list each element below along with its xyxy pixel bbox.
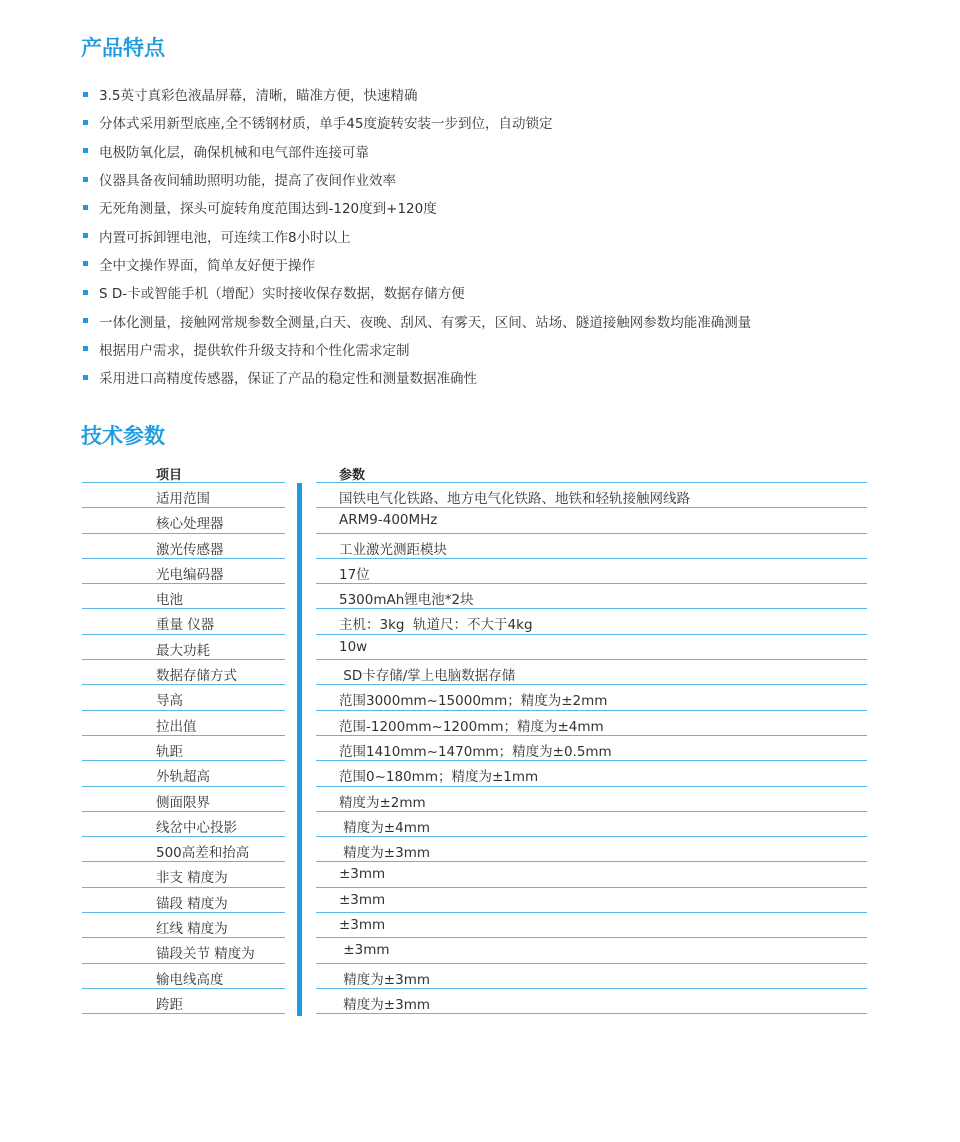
square-bullet-icon xyxy=(83,120,88,125)
feature-text: S D-卡或智能手机（增配）实时接收保存数据，数据存储方便 xyxy=(99,286,465,303)
specs-title: 技术参数 xyxy=(81,424,165,448)
square-bullet-icon xyxy=(83,205,88,210)
feature-item xyxy=(83,278,751,306)
feature-text: 采用进口高精度传感器，保证了产品的稳定性和测量数据准确性 xyxy=(99,371,477,388)
row-param: 17位 xyxy=(339,566,370,583)
feature-item xyxy=(83,137,751,165)
row-param: 精度为±3mm xyxy=(339,996,430,1013)
row-item: 激光传感器 xyxy=(156,541,224,558)
row-param: 精度为±4mm xyxy=(339,819,430,836)
header-item: 项目 xyxy=(156,468,183,483)
specs-table-header xyxy=(82,461,867,483)
table-row xyxy=(82,736,867,761)
row-item: 光电编码器 xyxy=(156,566,224,583)
table-row xyxy=(82,635,867,660)
row-item: 重量 仪器 xyxy=(156,617,215,634)
feature-text: 一体化测量，接触网常规参数全测量,白天、夜晚、刮风、有雾天，区间、站场、隧道接触网参数均能准确测量 xyxy=(99,314,752,331)
header-param: 参数 xyxy=(339,468,366,483)
feature-text: 根据用户需求，提供软件升级支持和个性化需求定制 xyxy=(99,342,410,359)
row-rule-right xyxy=(316,1013,867,1014)
row-param: ±3mm xyxy=(339,891,386,908)
features-title: 产品特点 xyxy=(81,36,165,60)
square-bullet-icon xyxy=(83,375,88,380)
table-row xyxy=(82,660,867,685)
row-item: 最大功耗 xyxy=(156,642,210,659)
row-param: ARM9-400MHz xyxy=(339,512,438,529)
table-row xyxy=(82,534,867,559)
row-item: 跨距 xyxy=(156,996,183,1013)
table-row xyxy=(82,964,867,989)
row-item: 电池 xyxy=(156,592,183,609)
row-param: 主机：3kg 轨道尺：不大于4kg xyxy=(339,617,533,634)
row-param: 10w xyxy=(339,638,368,655)
table-row xyxy=(82,862,867,887)
feature-item xyxy=(83,306,751,334)
square-bullet-icon xyxy=(83,346,88,351)
square-bullet-icon xyxy=(83,233,88,238)
row-param: ±3mm xyxy=(339,917,386,934)
row-param: 精度为±3mm xyxy=(339,971,430,988)
row-item: 线岔中心投影 xyxy=(156,819,237,836)
feature-item xyxy=(83,108,751,136)
row-param: 范围1410mm~1470mm；精度为±0.5mm xyxy=(339,743,612,760)
feature-item xyxy=(83,165,751,193)
table-row xyxy=(82,787,867,812)
row-param: 范围-1200mm~1200mm；精度为±4mm xyxy=(339,718,604,735)
table-row xyxy=(82,913,867,938)
row-item: 非支 精度为 xyxy=(156,870,228,887)
feature-text: 无死角测量，探头可旋转角度范围达到-120度到+120度 xyxy=(99,201,437,218)
row-param: SD卡存储/掌上电脑数据存储 xyxy=(339,668,516,685)
row-param: ±3mm xyxy=(339,866,386,883)
row-param: 精度为±2mm xyxy=(339,794,426,811)
row-item: 核心处理器 xyxy=(156,516,224,533)
row-item: 轨距 xyxy=(156,743,183,760)
table-row xyxy=(82,711,867,736)
row-item: 红线 精度为 xyxy=(156,921,228,938)
row-item: 锚段 精度为 xyxy=(156,895,228,912)
table-row xyxy=(82,837,867,862)
table-row xyxy=(82,685,867,710)
row-param: 5300mAh锂电池*2块 xyxy=(339,592,474,609)
square-bullet-icon xyxy=(83,290,88,295)
row-item: 侧面限界 xyxy=(156,794,210,811)
row-item: 导高 xyxy=(156,693,183,710)
feature-item xyxy=(83,193,751,221)
row-item: 拉出值 xyxy=(156,718,197,735)
square-bullet-icon xyxy=(83,92,88,97)
table-row xyxy=(82,761,867,786)
row-item: 锚段关节 精度为 xyxy=(156,946,255,963)
row-param: 精度为±3mm xyxy=(339,845,430,862)
table-row xyxy=(82,609,867,634)
row-item: 数据存储方式 xyxy=(156,668,237,685)
table-row xyxy=(82,483,867,508)
feature-text: 电极防氧化层，确保机械和电气部件连接可靠 xyxy=(99,144,369,161)
table-row xyxy=(82,938,867,963)
table-row xyxy=(82,989,867,1014)
row-param: 范围3000mm~15000mm；精度为±2mm xyxy=(339,693,608,710)
feature-text: 内置可拆卸锂电池，可连续工作8小时以上 xyxy=(99,229,351,246)
feature-item xyxy=(83,335,751,363)
row-param: 国铁电气化铁路、地方电气化铁路、地铁和轻轨接触网线路 xyxy=(339,491,690,507)
table-row xyxy=(82,508,867,533)
row-rule-left xyxy=(82,1013,285,1014)
features-list xyxy=(83,80,751,391)
feature-item xyxy=(83,80,751,108)
row-item: 输电线高度 xyxy=(156,971,224,988)
feature-item xyxy=(83,363,751,391)
row-param: 工业激光测距模块 xyxy=(339,541,447,558)
feature-text: 分体式采用新型底座,全不锈钢材质，单手45度旋转安装一步到位，自动锁定 xyxy=(99,116,553,133)
table-row xyxy=(82,888,867,913)
row-item: 外轨超高 xyxy=(156,769,210,786)
feature-text: 全中文操作界面，简单友好便于操作 xyxy=(99,257,315,274)
table-row xyxy=(82,812,867,837)
feature-item xyxy=(83,250,751,278)
row-param: 范围0~180mm；精度为±1mm xyxy=(339,769,539,786)
square-bullet-icon xyxy=(83,261,88,266)
square-bullet-icon xyxy=(83,177,88,182)
square-bullet-icon xyxy=(83,148,88,153)
row-item: 500高差和抬高 xyxy=(156,845,250,862)
feature-text: 3.5英寸真彩色液晶屏幕，清晰，瞄准方便，快速精确 xyxy=(99,88,418,105)
feature-text: 仪器具备夜间辅助照明功能，提高了夜间作业效率 xyxy=(99,173,396,190)
feature-item xyxy=(83,221,751,249)
row-item: 适用范围 xyxy=(156,491,210,507)
table-row xyxy=(82,559,867,584)
specs-table xyxy=(82,461,867,1014)
square-bullet-icon xyxy=(83,318,88,323)
row-param: ±3mm xyxy=(339,942,390,959)
table-row xyxy=(82,584,867,609)
column-divider-bar xyxy=(297,483,302,1016)
